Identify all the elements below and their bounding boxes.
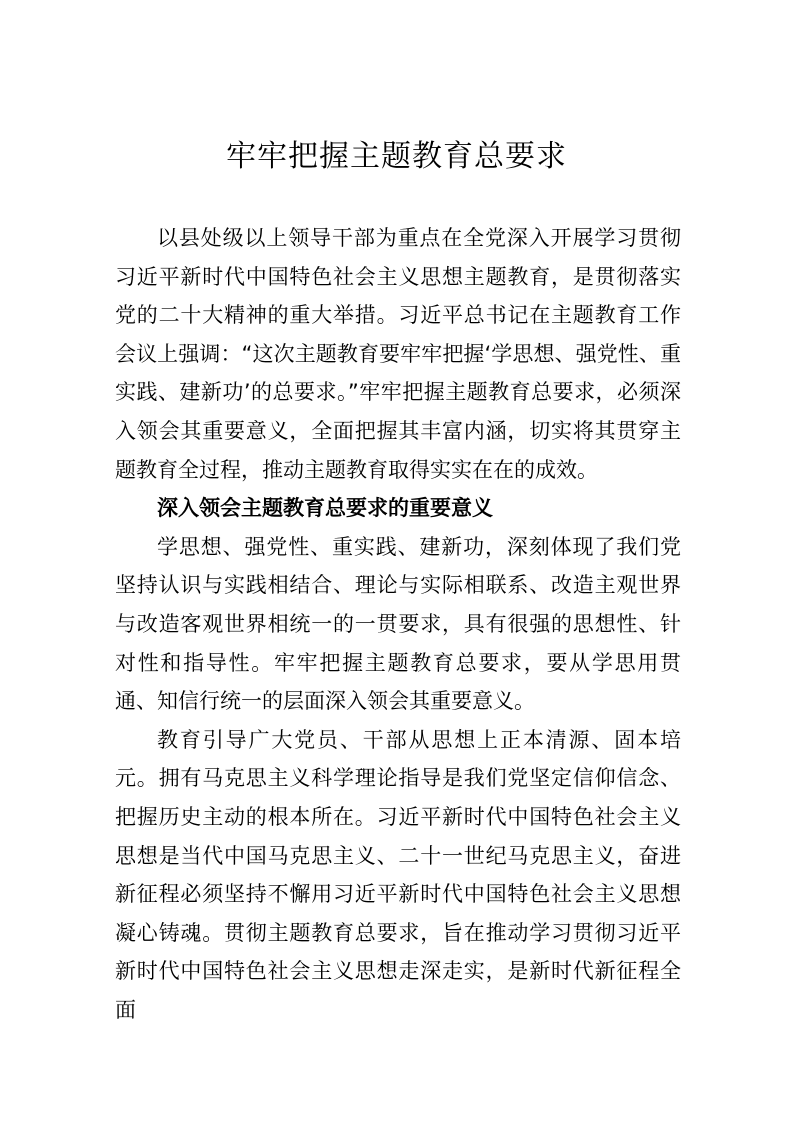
section-heading: 深入领会主题教育总要求的重要意义 xyxy=(157,496,493,521)
document-body xyxy=(115,219,681,1029)
document-title: 牢牢把握主题教育总要求 xyxy=(226,139,567,174)
paragraph-intro: 以县处级以上领导干部为重点在全党深入开展学习贯彻习近平新时代中国特色社会主义思想主题教育，是贯彻落实党的二十大精神的重大举措。习近平总书记在主题教育工作会议上强调：“这次主题教育要牢牢把握‘学思想、强党性、重实践、建新功’的总要求。”牢牢把握主题教育总要求，必须深入领会其重要意义，全面把握其丰富内涵，切实将其贯穿主题教育全过程，推动主题教育取得实实在在的成效。 xyxy=(115,226,681,482)
paragraph-significance: 学思想、强党性、重实践、建新功，深刻体现了我们党坚持认识与实践相结合、理论与实际相联系、改造主观世界与改造客观世界相统一的一贯要求，具有很强的思想性、针对性和指导性。牢牢把握主题教育总要求，要从学思用贯通、知信行统一的层面深入领会其重要意义。 xyxy=(115,534,681,714)
paragraph-education-guidance: 教育引导广大党员、干部从思想上正本清源、固本培元。拥有马克思主义科学理论指导是我们党坚定信仰信念、把握历史主动的根本所在。习近平新时代中国特色社会主义思想是当代中国马克思主义、二十一世纪马克思主义，奋进新征程必须坚持不懈用习近平新时代中国特色社会主义思想凝心铸魂。贯彻主题教育总要求，旨在推动学习贯彻习近平新时代中国特色社会主义思想走深走实，是新时代新征程全面 xyxy=(115,727,681,1022)
